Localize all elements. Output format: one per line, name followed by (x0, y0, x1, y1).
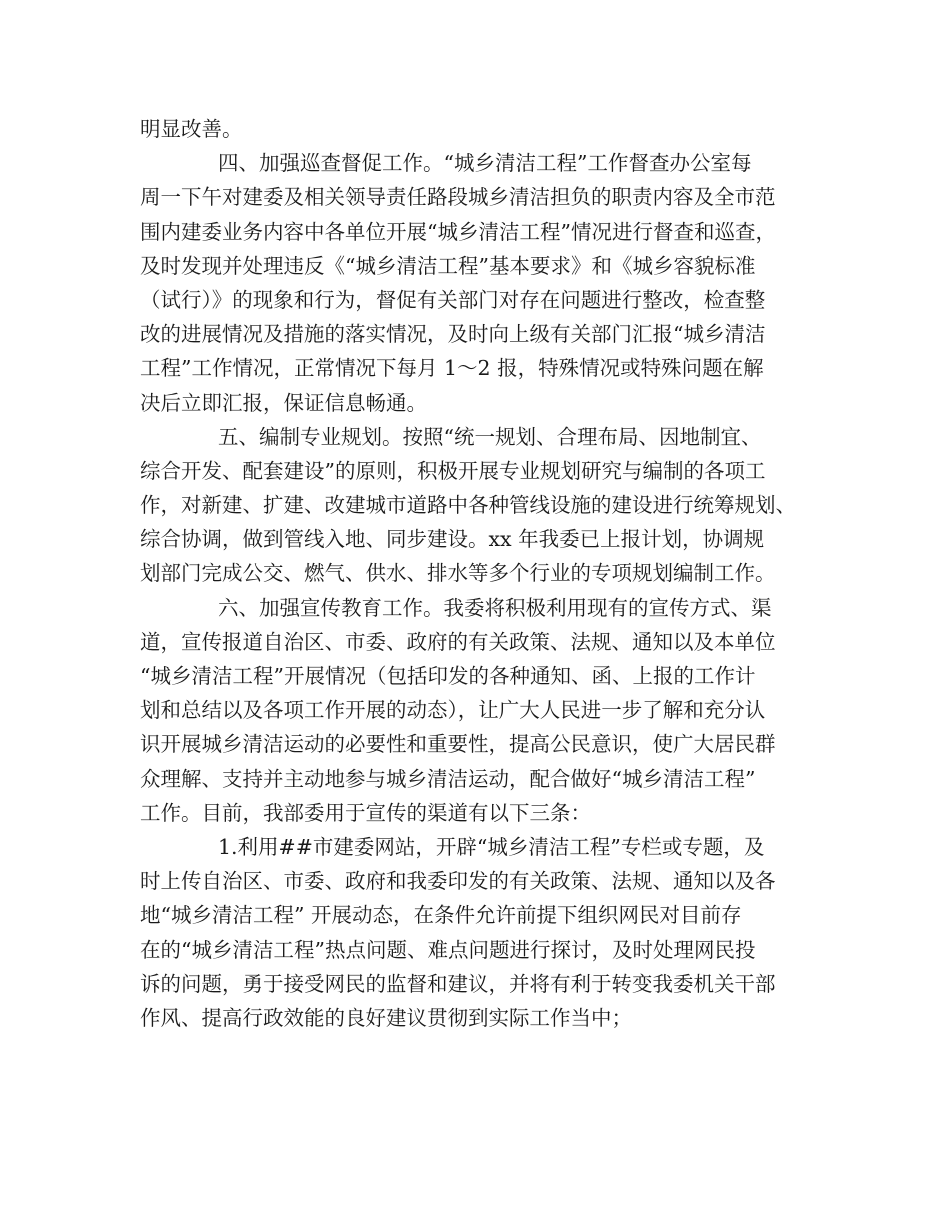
text-line: 综合开发、配套建设”的原则，积极开展专业规划研究与编制的各项工 (140, 458, 766, 483)
text-line: 明显改善。 (140, 117, 243, 141)
text-line: 工程”工作情况，正常情况下每月 1～2 报，特殊情况或特殊问题在解 (140, 356, 764, 381)
text-line: 划部门完成公交、燃气、供水、排水等多个行业的专项规划编制工作。 (140, 561, 776, 586)
paragraph-heading-line: 六、加强宣传教育工作。我委将积极利用现有的宣传方式、渠 (218, 595, 772, 620)
paragraph-heading-line: 四、加强巡查督促工作。“城乡清洁工程”工作督查办公室每 (218, 151, 752, 176)
text-line: 作，对新建、扩建、改建城市道路中各种管线设施的建设进行统筹规划、 (140, 493, 796, 518)
text-line: 地“城乡清洁工程” 开展动态，在条件允许前提下组织网民对目前存 (140, 903, 742, 928)
text-line: “城乡清洁工程”开展情况（包括印发的各种通知、函、上报的工作计 (140, 664, 756, 688)
text-line: 作风、提高行政效能的良好建议贯彻到实际工作当中； (140, 1005, 632, 1030)
text-line: 综合协调，做到管线入地、同步建设。xx 年我委已上报计划，协调规 (140, 527, 765, 552)
text-line: 周一下午对建委及相关领导责任路段城乡清洁担负的职责内容及全市范 (140, 185, 776, 210)
text-line: 围内建委业务内容中各单位开展“城乡清洁工程”情况进行督查和巡查， (140, 219, 776, 244)
text-line: 工作。目前，我部委用于宣传的渠道有以下三条： (140, 800, 591, 825)
text-line: 道，宣传报道自治区、市委、政府的有关政策、法规、通知以及本单位 (140, 629, 776, 654)
text-line: 划和总结以及各项工作开展的动态），让广大人民进一步了解和充分认 (140, 698, 766, 723)
text-line: 识开展城乡清洁运动的必要性和重要性，提高公民意识，使广大居民群 (140, 732, 776, 757)
paragraph-heading-line: 五、编制专业规划。按照“统一规划、合理布局、因地制宜、 (218, 424, 762, 449)
text-line: 时上传自治区、市委、政府和我委印发的有关政策、法规、通知以及各 (140, 869, 776, 894)
document-page (140, 112, 820, 1035)
text-line: 改的进展情况及措施的落实情况，及时向上级有关部门汇报“城乡清洁 (140, 322, 766, 347)
text-line: 诉的问题，勇于接受网民的监督和建议，并将有利于转变我委机关干部 (140, 971, 776, 996)
text-line: （试行）》的现象和行为，督促有关部门对存在问题进行整改，检查整 (140, 287, 766, 312)
text-line: 决后立即汇报，保证信息畅通。 (140, 390, 427, 415)
text-line: 在的“城乡清洁工程”热点问题、难点问题进行探讨，及时处理网民投 (140, 937, 756, 962)
text-line: 及时发现并处理违反《“城乡清洁工程”基本要求》和《城乡容貌标准 (140, 253, 756, 278)
list-item-line: 1.利用##市建委网站，开辟“城乡清洁工程”专栏或专题，及 (218, 834, 765, 859)
text-line: 众理解、支持并主动地参与城乡清洁运动，配合做好“城乡清洁工程” (140, 766, 756, 791)
